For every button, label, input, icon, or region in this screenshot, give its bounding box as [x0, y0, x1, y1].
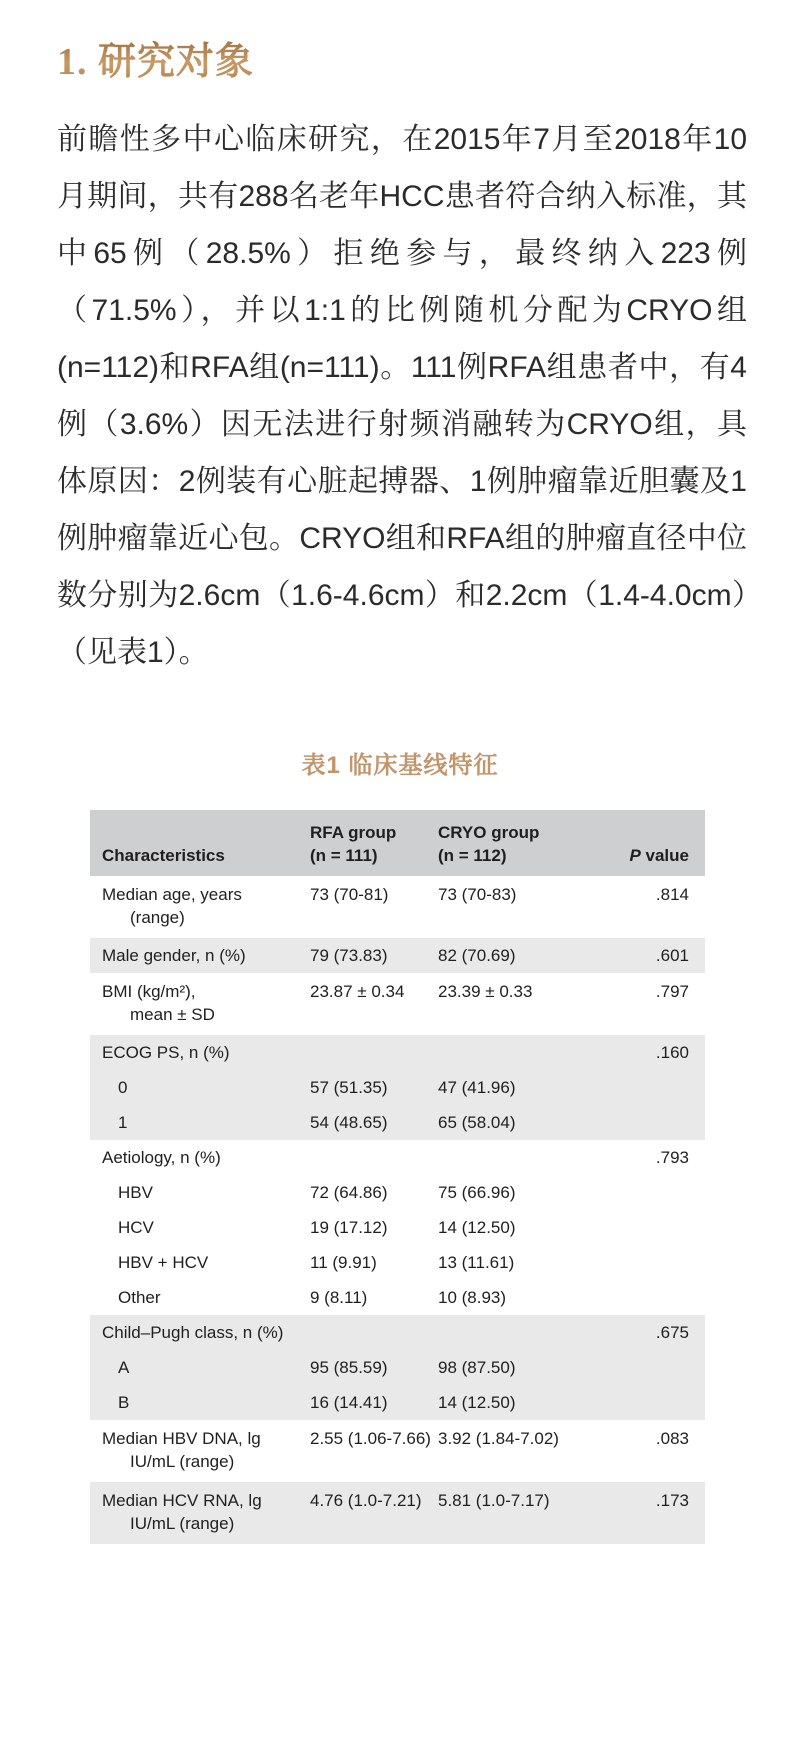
cell-rfa-value: 54 (48.65) — [310, 1113, 388, 1132]
cell-characteristic: Median HBV DNA, lg IU/mL (range) — [102, 1429, 261, 1471]
header-rfa-group — [310, 821, 438, 867]
cell-cryo-value — [438, 1041, 578, 1064]
cell-p-value: .173 — [655, 1491, 689, 1510]
cell-rfa-value: 79 (73.83) — [310, 946, 388, 965]
cell-characteristic: HBV + HCV — [118, 1253, 209, 1272]
cell-characteristic: Male gender, n (%) — [102, 946, 246, 965]
cell-rfa-value — [310, 1146, 438, 1169]
cell-p-value: .083 — [655, 1429, 689, 1448]
cell-p-value: .160 — [655, 1043, 689, 1062]
cell-rfa-value: 9 (8.11) — [310, 1288, 368, 1307]
cell-cryo-value: 82 (70.69) — [438, 946, 516, 965]
header-p-italic: P — [629, 846, 641, 865]
cell-p-value: .797 — [655, 982, 689, 1001]
table-row — [90, 973, 705, 1035]
cell-cryo-value: 14 (12.50) — [438, 1218, 516, 1237]
table-row — [90, 1105, 705, 1140]
cell-rfa-value: 16 (14.41) — [310, 1393, 388, 1412]
cell-characteristic: Median HCV RNA, lg IU/mL (range) — [102, 1491, 262, 1533]
cell-characteristic: 0 — [118, 1078, 128, 1097]
cell-cryo-value: 5.81 (1.0-7.17) — [438, 1491, 550, 1510]
cell-cryo-value — [438, 1146, 578, 1169]
cell-p-value — [578, 1251, 705, 1274]
cell-p-value — [578, 1286, 705, 1309]
cell-rfa-value: 11 (9.91) — [310, 1253, 377, 1272]
cell-characteristic: HCV — [118, 1218, 154, 1237]
page-heading: 1. 研究对象 — [57, 30, 800, 85]
cell-p-value — [578, 1216, 705, 1239]
cell-cryo-value: 3.92 (1.84-7.02) — [438, 1429, 559, 1448]
table-row — [90, 1210, 705, 1245]
cell-cryo-value: 47 (41.96) — [438, 1078, 516, 1097]
body-paragraph: 前瞻性多中心临床研究，在2015年7月至2018年10月期间，共有288名老年HCC患者符合纳入标准，其中65例（28.5%）拒绝参与，最终纳入223例（71.5%），并以1:1的比例随机分配为CRYO组(n=112)和RFA组(n=111)。111例RFA组患者中，有4例（3.6%）因无法进行射频消融转为CRYO组，具体原因：2例装有心脏起搏器、1例肿瘤靠近胆囊及1例肿瘤靠近心包。CRYO组和RFA组的肿瘤直径中位数分别为2.6cm（1.6-4.6cm）和2.2cm（1.4-4.0cm）（见表1）。 — [57, 123, 747, 669]
cell-rfa-value: 57 (51.35) — [310, 1078, 388, 1097]
cell-p-value: .793 — [655, 1148, 689, 1167]
cell-p-value: .814 — [655, 885, 689, 904]
table-row — [90, 1482, 705, 1544]
baseline-characteristics-table — [90, 810, 705, 1544]
cell-rfa-value: 23.87 ± 0.34 — [310, 982, 405, 1001]
cell-p-value — [578, 1076, 705, 1099]
baseline-table-body — [90, 876, 705, 1544]
header-p-value — [578, 844, 705, 867]
header-cryo-group-line2: (n = 112) — [438, 846, 507, 865]
cell-cryo-value: 13 (11.61) — [438, 1253, 515, 1272]
cell-characteristic: A — [118, 1358, 130, 1377]
cell-characteristic: ECOG PS, n (%) — [102, 1043, 230, 1062]
cell-characteristic: Median age, years (range) — [102, 885, 242, 927]
cell-rfa-value — [310, 1321, 438, 1344]
table-row — [90, 1280, 705, 1315]
header-characteristics: Characteristics — [102, 846, 225, 865]
table-row — [90, 1245, 705, 1280]
cell-cryo-value: 65 (58.04) — [438, 1113, 516, 1132]
cell-rfa-value: 72 (64.86) — [310, 1183, 388, 1202]
cell-rfa-value: 4.76 (1.0-7.21) — [310, 1491, 422, 1510]
cell-characteristic: BMI (kg/m²), mean ± SD — [102, 982, 215, 1024]
header-rfa-group-line2: (n = 111) — [310, 846, 378, 865]
cell-p-value — [578, 1356, 705, 1379]
table-row — [90, 1420, 705, 1482]
cell-p-value — [578, 1181, 705, 1204]
cell-characteristic: 1 — [118, 1113, 128, 1132]
table-header-row — [90, 810, 705, 876]
cell-characteristic: HBV — [118, 1183, 153, 1202]
cell-cryo-value: 98 (87.50) — [438, 1358, 516, 1377]
table-row — [90, 1070, 705, 1105]
cell-rfa-value: 2.55 (1.06-7.66) — [310, 1429, 431, 1448]
cell-characteristic: Child–Pugh class, n (%) — [102, 1323, 284, 1342]
cell-p-value: .601 — [655, 946, 689, 965]
cell-p-value — [578, 1391, 705, 1414]
cell-rfa-value — [310, 1041, 438, 1064]
cell-characteristic: Other — [118, 1288, 161, 1307]
header-cryo-group — [438, 821, 578, 867]
cell-cryo-value: 23.39 ± 0.33 — [438, 982, 533, 1001]
header-p-rest: value — [640, 846, 689, 865]
header-rfa-group-line1: RFA group — [310, 823, 397, 842]
table-row — [90, 1140, 705, 1175]
table-row — [90, 1385, 705, 1420]
cell-characteristic: B — [118, 1393, 130, 1412]
cell-p-value: .675 — [655, 1323, 689, 1342]
cell-cryo-value: 73 (70-83) — [438, 885, 517, 904]
table-row — [90, 1035, 705, 1070]
table-row — [90, 1350, 705, 1385]
cell-rfa-value: 73 (70-81) — [310, 885, 389, 904]
cell-cryo-value: 14 (12.50) — [438, 1393, 516, 1412]
cell-cryo-value — [438, 1321, 578, 1344]
cell-p-value — [578, 1111, 705, 1134]
header-cryo-group-line1: CRYO group — [438, 823, 540, 842]
table-caption: 表1 临床基线特征 — [301, 752, 499, 779]
cell-cryo-value: 75 (66.96) — [438, 1183, 516, 1202]
table-row — [90, 876, 705, 938]
cell-characteristic: Aetiology, n (%) — [102, 1148, 221, 1167]
table-row — [90, 1175, 705, 1210]
table-row — [90, 1315, 705, 1350]
table-row — [90, 938, 705, 973]
cell-rfa-value: 95 (85.59) — [310, 1358, 388, 1377]
cell-rfa-value: 19 (17.12) — [310, 1218, 388, 1237]
cell-cryo-value: 10 (8.93) — [438, 1288, 507, 1307]
